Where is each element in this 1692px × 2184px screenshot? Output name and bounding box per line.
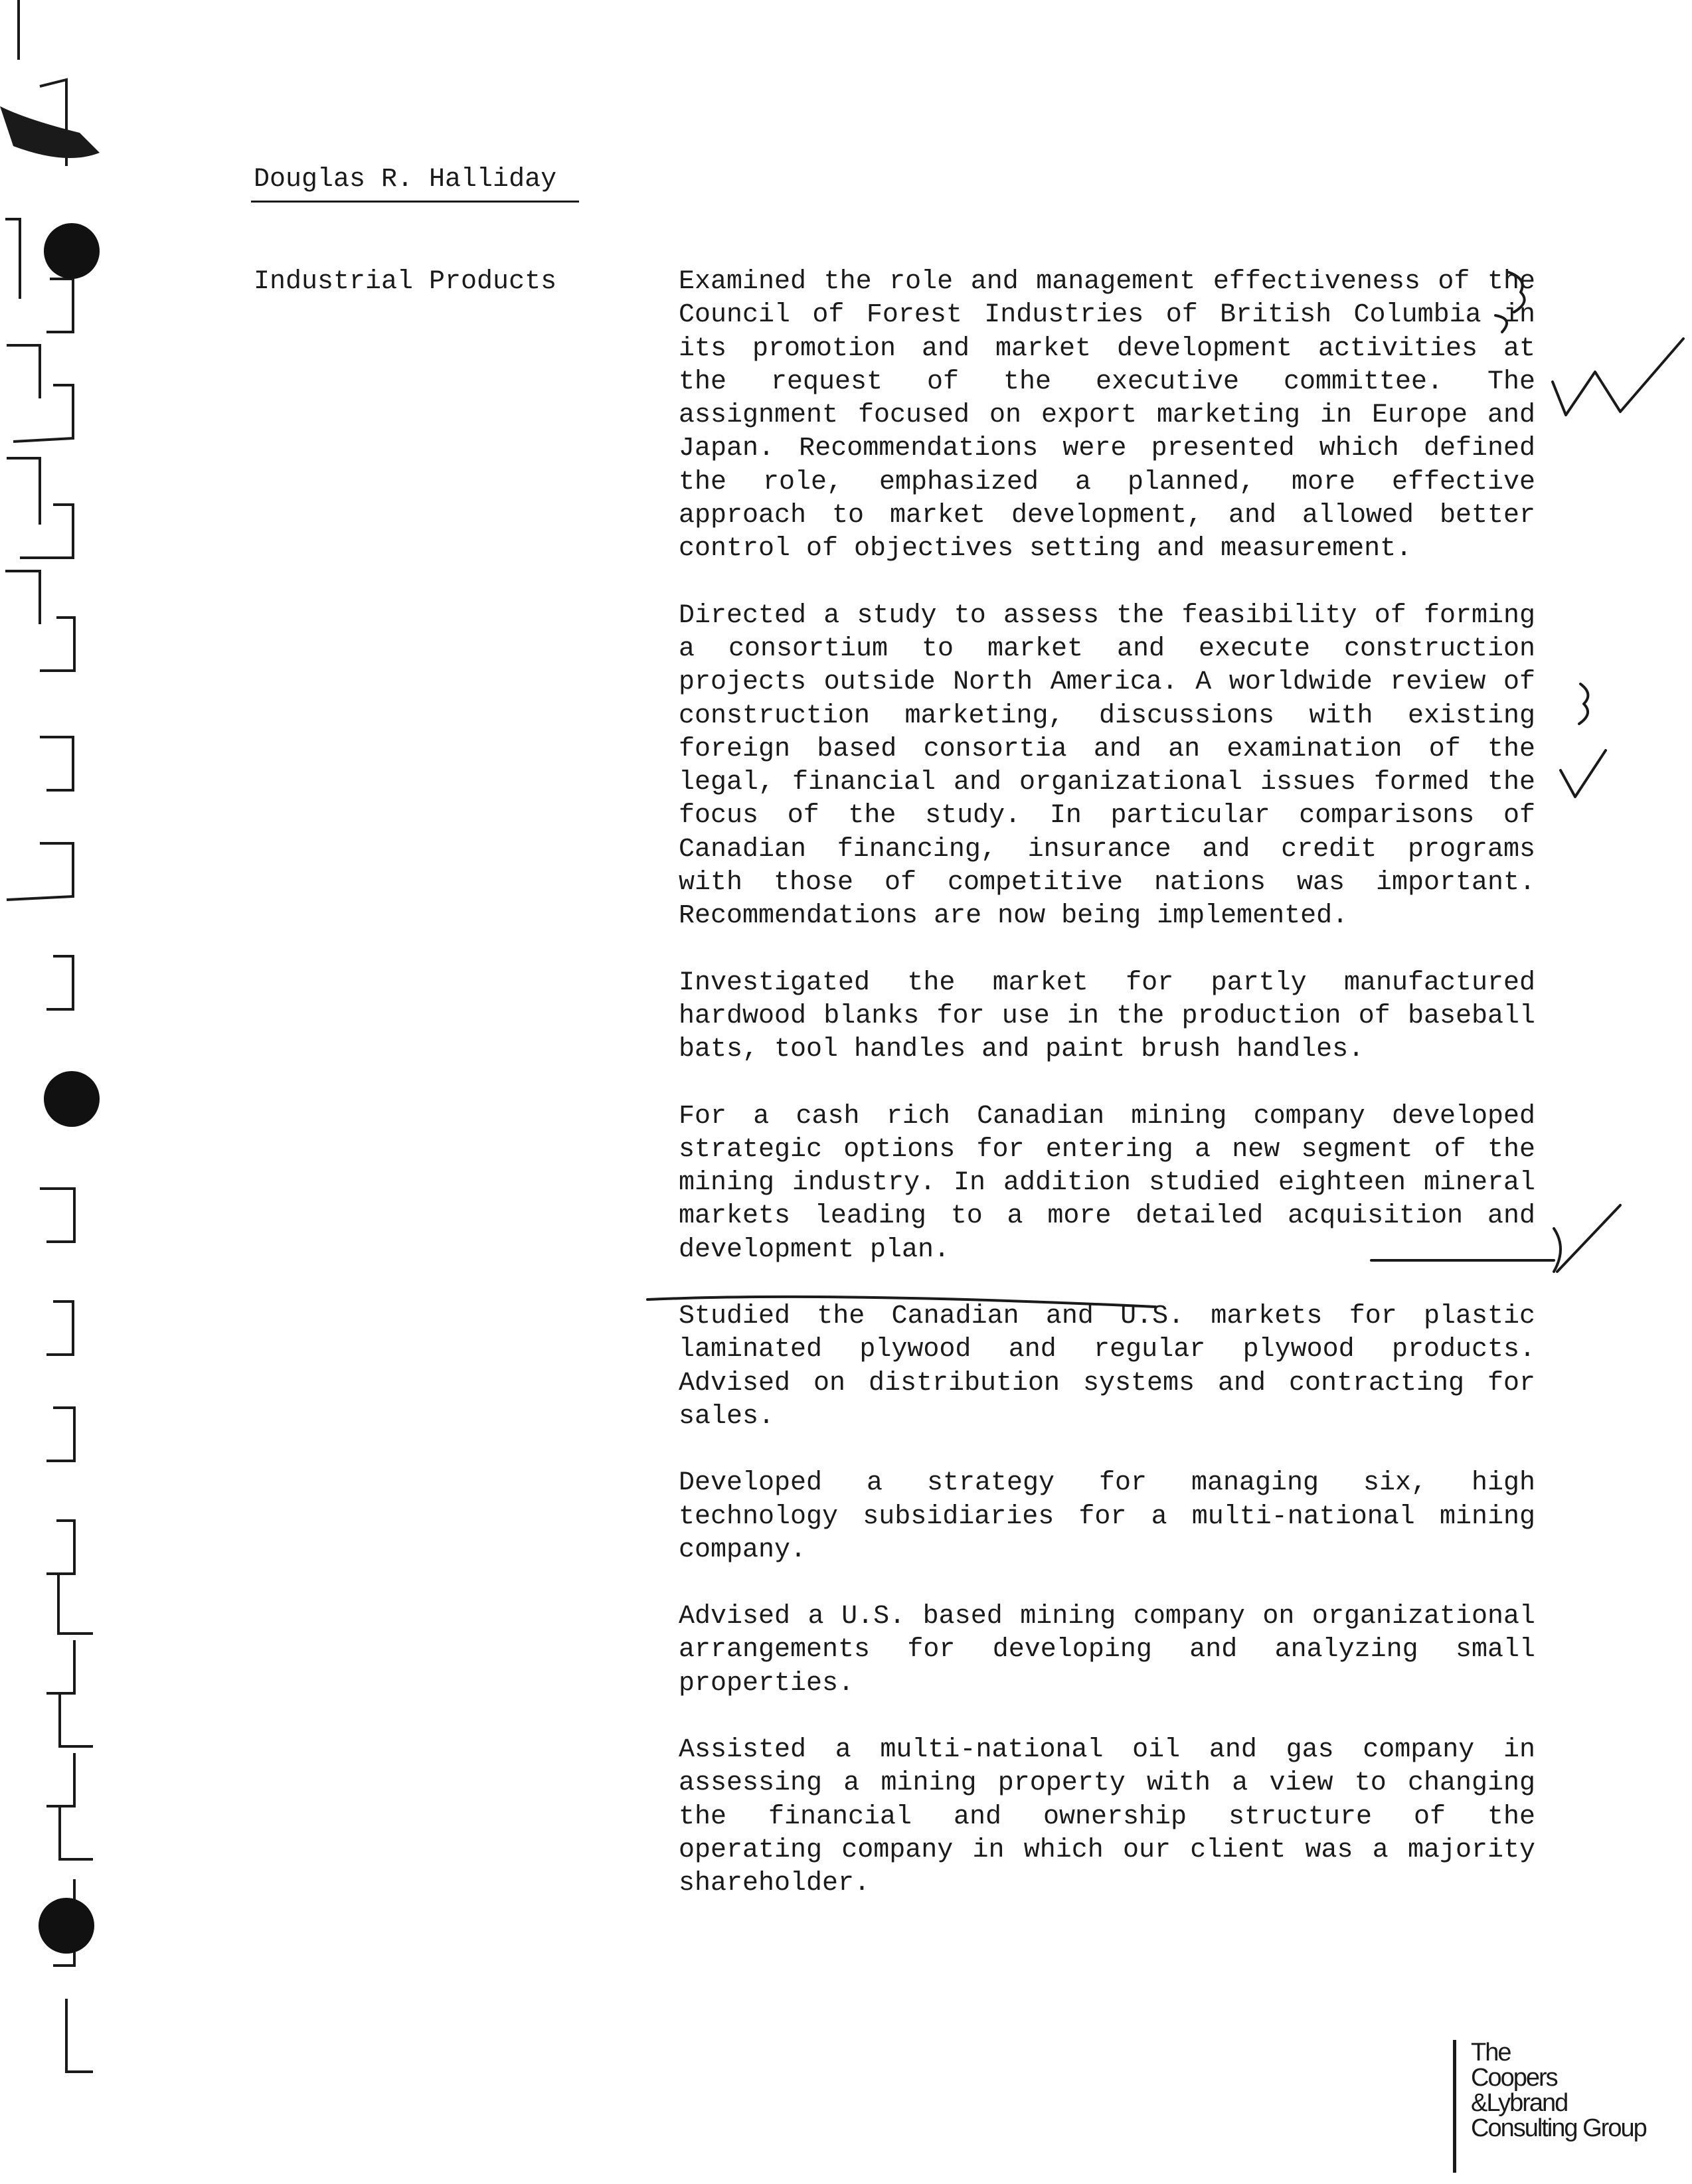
bracket-mark-icon (1579, 684, 1588, 724)
experience-entry: Assisted a multi-national oil and gas company in assessing a mining property with a view to changing the financial and ownership structure of the operating company in which our client was a majority shareholder. (679, 1734, 1535, 1899)
experience-entries (679, 266, 1535, 1934)
experience-entry: Examined the role and management effectiveness of the Council of Forest Industries of British Columbia in its promotion and market development activities at the request of the executive committee. The assignment focused on export marketing in Europe and Japan. Recommendations were presented which defined the role, emphasized a planned, more effective approach to market development, and allowed better control of objectives setting and measurement. (679, 267, 1535, 564)
punch-hole-icon (44, 223, 100, 279)
check-mark-icon (1553, 339, 1683, 415)
experience-entry: For a cash rich Canadian mining company developed strategic options for entering a new segment of the mining industry. In addition studied eighteen mineral markets leading to a more detailed acquisition and development plan. (679, 1101, 1535, 1265)
punch-hole-icon (39, 1898, 94, 1954)
binder-margin (0, 0, 126, 2184)
bracket-mark-icon (1554, 1228, 1561, 1272)
punch-hole-icon (44, 1071, 100, 1127)
section-label: Industrial Products (254, 267, 557, 297)
experience-entry: Directed a study to assess the feasibility of forming a consortium to market and execute construction projects outside North America. A worldwide review of construction marketing, discussions with existing foreign based consortia and an examination of the legal, financial and organizational issues formed the focus of the study. In particular comparisons of Canadian financing, insurance and credit programs with those of competitive nations was important. Recommendations are now being implemented. (679, 600, 1535, 932)
experience-entry: Studied the Canadian and U.S. markets for plastic laminated plywood and regular plywood products. Advised on distribution systems and contracting for sales. (679, 1302, 1535, 1432)
experience-entry: Investigated the market for partly manufactured hardwood blanks for use in the production of baseball bats, tool handles and paint brush handles. (679, 967, 1535, 1065)
experience-entry: Advised a U.S. based mining company on organizational arrangements for developing and analyzing small properties. (679, 1602, 1535, 1699)
person-name-underline (251, 201, 579, 203)
experience-entry: Developed a strategy for managing six, high technology subsidiaries for a multi-national mining company. (679, 1468, 1535, 1565)
logo-line: &Lybrand (1471, 2089, 1568, 2117)
binder-clip-mark (0, 106, 100, 158)
company-logo (1453, 2040, 1652, 2173)
person-name: Douglas R. Halliday (254, 165, 557, 195)
logo-line: Coopers (1471, 2064, 1557, 2092)
check-mark-icon (1561, 750, 1606, 797)
check-mark-icon (1557, 1205, 1620, 1272)
logo-line: Consulting Group (1471, 2114, 1646, 2142)
logo-line: The (1471, 2040, 1511, 2066)
